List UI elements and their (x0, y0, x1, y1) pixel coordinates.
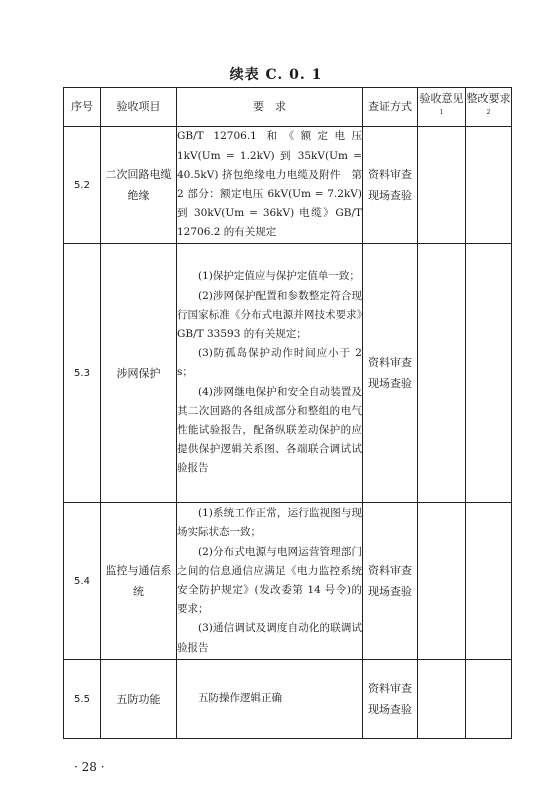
row-item: 监控与通信系统 (101, 503, 177, 660)
requirement-text: (3)防孤岛保护动作时间应小于 2 s； (177, 347, 362, 379)
row-number: 5.2 (64, 127, 101, 244)
row-number: 5.5 (64, 660, 101, 739)
header-rectify-label: 整改要求 (466, 91, 511, 105)
row-number: 5.3 (64, 244, 101, 503)
requirement-text: (2)涉网保护配置和参数整定符合现行国家标准《分布式电源并网技术要求》GB/T 33593 的有关规定； (177, 289, 362, 340)
row-method: 资料审查现场查验 (363, 503, 418, 660)
requirement-text: 五防操作逻辑正确 (198, 692, 282, 705)
header-opinion-sup: 1 (439, 108, 444, 116)
row-rectify-cell[interactable] (466, 660, 512, 739)
row-method: 资料审查现场查验 (363, 660, 418, 739)
header-rectify (466, 88, 512, 127)
row-rectify-cell[interactable] (466, 127, 512, 244)
requirement-text: GB/T 12706.1 和《额定电压 1kV(Um = 1.2kV) 到 35kV(Um = 40.5kV) 挤包绝缘电力电缆及附件 第 2 部分：额定电压 6kV(Um = 7.2kV) 到 30kV(Um = 36kV) 电缆》GB/T 12706.2 的有关规定 (177, 130, 362, 239)
row-requirement (177, 127, 363, 244)
row-opinion-cell[interactable] (418, 127, 466, 244)
row-item: 二次回路电缆绝缘 (101, 127, 177, 244)
table-row (64, 244, 512, 503)
row-requirement (177, 503, 363, 660)
header-rectify-sup: 2 (486, 108, 491, 116)
requirement-text: (1)保护定值应与保护定值单一致； (198, 270, 360, 283)
page-number: · 28 · (74, 760, 105, 774)
row-number: 5.4 (64, 503, 101, 660)
header-row (64, 88, 512, 127)
header-no: 序号 (64, 88, 101, 127)
acceptance-table (63, 87, 512, 739)
header-item: 验收项目 (101, 88, 177, 127)
row-requirement (177, 244, 363, 503)
row-opinion-cell[interactable] (418, 660, 466, 739)
requirement-text: (4)涉网继电保护和安全自动装置及其二次回路的各组成部分和整组的电气性能试验报告，配备纵联差动保护的应提供保护逻辑关系图、各端联合调试试验报告 (177, 385, 362, 475)
row-rectify-cell[interactable] (466, 503, 512, 660)
requirement-text: (1)系统工作正常，运行监视图与现场实际状态一致； (177, 507, 362, 539)
row-method: 资料审查现场查验 (363, 127, 418, 244)
header-requirement: 要 求 (177, 88, 363, 127)
row-opinion-cell[interactable] (418, 503, 466, 660)
row-rectify-cell[interactable] (466, 244, 512, 503)
header-opinion (418, 88, 466, 127)
header-opinion-label: 验收意见 (419, 91, 464, 105)
row-method: 资料审查现场查验 (363, 244, 418, 503)
requirement-text: (3)通信调试及调度自动化的联调试验报告 (177, 622, 362, 654)
row-item: 涉网保护 (101, 244, 177, 503)
header-method: 查证方式 (363, 88, 418, 127)
row-opinion-cell[interactable] (418, 244, 466, 503)
table-row (64, 503, 512, 660)
table-row (64, 660, 512, 739)
table-row (64, 127, 512, 244)
requirement-text: (2)分布式电源与电网运营管理部门之间的信息通信应满足《电力监控系统安全防护规定》(发改委第 14 号令)的要求； (177, 545, 362, 616)
row-requirement (177, 660, 363, 739)
row-item: 五防功能 (101, 660, 177, 739)
table-title: 续表 C. 0. 1 (229, 67, 323, 83)
